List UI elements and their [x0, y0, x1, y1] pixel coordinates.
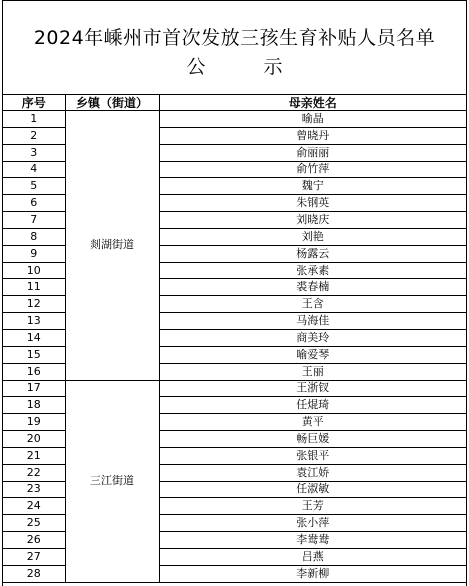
serial-number-cell: 20 [3, 431, 65, 448]
serial-number-cell: 27 [3, 548, 65, 565]
serial-number-cell: 10 [3, 262, 65, 279]
serial-number-cell: 6 [3, 195, 65, 212]
mother-name-cell: 畅巨媛 [159, 431, 466, 448]
serial-number-cell: 8 [3, 228, 65, 245]
serial-number-cell: 1 [3, 111, 65, 128]
header-serial-number: 序号 [3, 95, 65, 111]
table-header-row [3, 95, 466, 111]
serial-number-cell: 19 [3, 414, 65, 431]
mother-name-cell: 任淑敏 [159, 481, 466, 498]
mother-name-cell: 王丽 [159, 363, 466, 380]
mother-name-cell: 王浙钗 [159, 380, 466, 397]
subtitle-char-1: 公 [186, 56, 206, 78]
mother-name-cell: 商美玲 [159, 329, 466, 346]
title-block [3, 1, 466, 95]
mother-name-cell: 刘艳 [159, 228, 466, 245]
township-cell: 三江街道 [65, 380, 159, 582]
serial-number-cell: 11 [3, 279, 65, 296]
mother-name-cell: 张银平 [159, 447, 466, 464]
mother-name-cell: 俞竹萍 [159, 161, 466, 178]
mother-name-cell: 张小萍 [159, 515, 466, 532]
serial-number-cell: 15 [3, 346, 65, 363]
mother-name-cell: 喻爱琴 [159, 346, 466, 363]
table-row [3, 380, 466, 397]
mother-name-cell: 喻晶 [159, 111, 466, 128]
mother-name-cell: 李鸯鸯 [159, 532, 466, 549]
header-township: 乡镇（街道） [65, 95, 159, 111]
mother-name-cell: 朱钢英 [159, 195, 466, 212]
mother-name-cell: 马海佳 [159, 313, 466, 330]
mother-name-cell: 李新柳 [159, 565, 466, 582]
mother-name-cell: 魏宁 [159, 178, 466, 195]
mother-name-cell: 裘春楠 [159, 279, 466, 296]
serial-number-cell: 2 [3, 127, 65, 144]
serial-number-cell: 4 [3, 161, 65, 178]
serial-number-cell: 25 [3, 515, 65, 532]
table-body [3, 111, 466, 583]
serial-number-cell: 28 [3, 565, 65, 582]
mother-name-cell: 曾晓丹 [159, 127, 466, 144]
document-title: 2024年嵊州市首次发放三孩生育补贴人员名单 [33, 27, 436, 49]
table-row [3, 111, 466, 128]
serial-number-cell: 21 [3, 447, 65, 464]
serial-number-cell: 5 [3, 178, 65, 195]
serial-number-cell: 17 [3, 380, 65, 397]
serial-number-cell: 7 [3, 212, 65, 229]
mother-name-cell: 张承素 [159, 262, 466, 279]
mother-name-cell: 王芳 [159, 498, 466, 515]
serial-number-cell: 13 [3, 313, 65, 330]
header-mother-name: 母亲姓名 [159, 95, 466, 111]
mother-name-cell: 杨露云 [159, 245, 466, 262]
mother-name-cell: 俞丽丽 [159, 144, 466, 161]
mother-name-cell: 袁江娇 [159, 464, 466, 481]
mother-name-cell: 王含 [159, 296, 466, 313]
subtitle-char-2: 示 [263, 56, 283, 78]
serial-number-cell: 9 [3, 245, 65, 262]
serial-number-cell: 26 [3, 532, 65, 549]
mother-name-cell: 吕燕 [159, 548, 466, 565]
mother-name-cell: 任焜琦 [159, 397, 466, 414]
document-subtitle [3, 56, 466, 78]
serial-number-cell: 16 [3, 363, 65, 380]
serial-number-cell: 22 [3, 464, 65, 481]
township-cell: 剡湖街道 [65, 111, 159, 381]
serial-number-cell: 18 [3, 397, 65, 414]
serial-number-cell: 24 [3, 498, 65, 515]
serial-number-cell: 12 [3, 296, 65, 313]
serial-number-cell: 14 [3, 329, 65, 346]
notice-sheet [2, 0, 467, 586]
serial-number-cell: 23 [3, 481, 65, 498]
recipient-table [3, 95, 466, 583]
mother-name-cell: 刘晓庆 [159, 212, 466, 229]
mother-name-cell: 黄平 [159, 414, 466, 431]
serial-number-cell: 3 [3, 144, 65, 161]
